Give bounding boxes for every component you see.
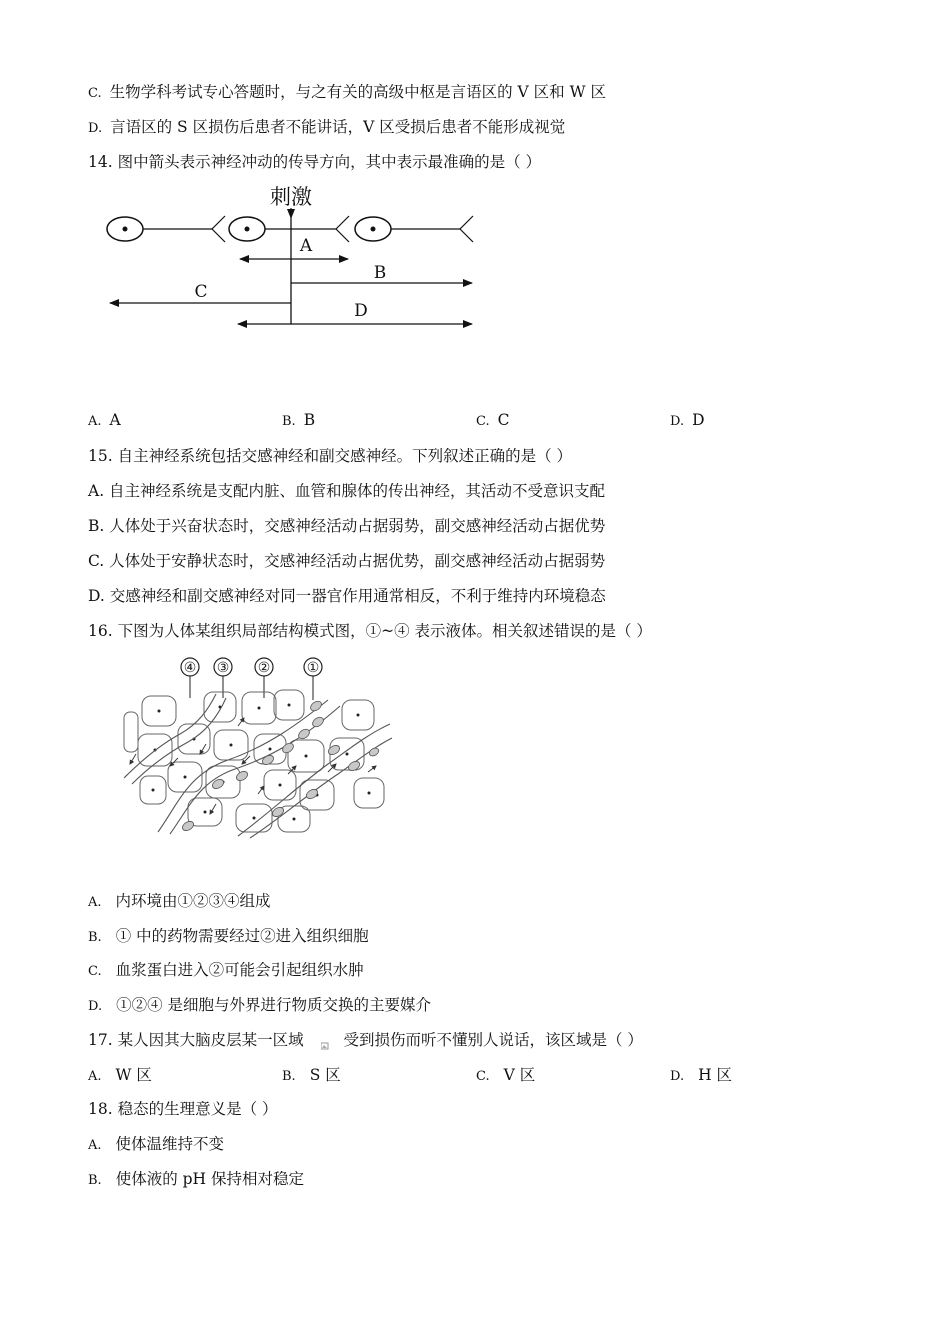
option-text: 生物学科考试专心答题时，与之有关的高级中枢是言语区的 V 区和 W 区 xyxy=(109,83,606,101)
arrow-d-label: D xyxy=(354,301,368,321)
q16-option-b xyxy=(88,926,369,948)
fluid-label-1 xyxy=(304,658,322,700)
option-label: C. xyxy=(476,414,490,429)
q16-option-a xyxy=(88,891,271,913)
option-text: 使体液的 pH 保持相对稳定 xyxy=(115,1170,304,1188)
q14-option-a xyxy=(88,410,121,432)
option-text: 内环境由①②③④组成 xyxy=(115,892,271,910)
option-label: D. xyxy=(670,1069,685,1084)
svg-text:③: ③ xyxy=(216,660,230,676)
q14-neuron-diagram xyxy=(100,182,490,332)
option-label: C. xyxy=(476,1069,490,1084)
stimulus-label: 刺激 xyxy=(270,185,312,209)
arrow-b-label: B xyxy=(373,263,387,283)
option-text: ①②④ 是细胞与外界进行物质交换的主要媒介 xyxy=(116,996,432,1014)
option-label: A. xyxy=(88,895,102,910)
option-text: S 区 xyxy=(309,1066,341,1084)
neuron-1 xyxy=(107,216,225,242)
q18-stem: 18. 稳态的生理意义是（ ） xyxy=(88,1100,278,1118)
q14-option-b xyxy=(282,410,315,432)
q13-option-d xyxy=(88,117,565,139)
option-label: B. xyxy=(282,1069,296,1084)
option-text: W 区 xyxy=(115,1066,152,1084)
q14-option-d xyxy=(670,410,705,432)
option-label: D. xyxy=(670,414,685,429)
q17-option-b xyxy=(282,1065,341,1087)
q17-option-d xyxy=(670,1065,732,1087)
option-label: C. xyxy=(88,964,102,979)
q13-option-c xyxy=(88,82,606,104)
option-label: D. xyxy=(88,121,103,136)
arrow-a-label: A xyxy=(299,236,313,256)
svg-text:①: ① xyxy=(306,660,320,676)
neuron-2 xyxy=(229,216,349,242)
option-text: V 区 xyxy=(503,1066,536,1084)
q17-stem xyxy=(88,1030,643,1050)
arrow-c-label: C xyxy=(194,282,208,302)
q16-option-d xyxy=(88,995,431,1017)
svg-text:②: ② xyxy=(257,660,271,676)
neuron-3 xyxy=(355,216,473,242)
option-text: C xyxy=(497,411,510,429)
q17-stem-part-2: 受到损伤而听不懂别人说话，该区域是（ ） xyxy=(343,1031,643,1049)
q15-option-c: C. 人体处于安静状态时，交感神经活动占据优势，副交感神经活动占据弱势 xyxy=(88,552,606,570)
option-text: D xyxy=(692,411,705,429)
q18-option-b xyxy=(88,1169,304,1191)
flow-arrows xyxy=(130,718,376,814)
q16-tissue-diagram xyxy=(118,654,396,840)
q17-option-a xyxy=(88,1065,152,1087)
q15-option-b: B. 人体处于兴奋状态时，交感神经活动占据弱势，副交感神经活动占据优势 xyxy=(88,517,606,535)
option-text: ① 中的药物需要经过②进入组织细胞 xyxy=(115,927,369,945)
q16-stem: 16. 下图为人体某组织局部结构模式图，①~④ 表示液体。相关叙述错误的是（ ） xyxy=(88,622,652,640)
q18-option-a xyxy=(88,1134,224,1156)
option-label: B. xyxy=(88,930,102,945)
q15-option-d: D. 交感神经和副交感神经对同一器官作用通常相反，不利于维持内环境稳态 xyxy=(88,587,606,605)
option-label: C. xyxy=(88,86,102,101)
q15-option-a: A. 自主神经系统是支配内脏、血管和腺体的传出神经，其活动不受意识支配 xyxy=(88,482,606,500)
q15-stem: 15. 自主神经系统包括交感神经和副交感神经。下列叙述正确的是（ ） xyxy=(88,447,573,465)
tissue-cells xyxy=(124,690,384,832)
q17-stem-part-1: 17. 某人因其大脑皮层某一区域 xyxy=(88,1031,304,1049)
q16-option-c xyxy=(88,960,364,982)
option-text: 使体温维持不变 xyxy=(115,1135,225,1153)
option-label: A. xyxy=(88,414,102,429)
q17-option-c xyxy=(476,1065,535,1087)
fluid-label-4 xyxy=(181,658,199,698)
q14-option-c xyxy=(476,410,510,432)
option-label: B. xyxy=(88,1173,102,1188)
option-text: H 区 xyxy=(698,1066,733,1084)
option-text: A xyxy=(109,411,121,429)
option-label: A. xyxy=(88,1138,102,1153)
option-label: A. xyxy=(88,1069,102,1084)
q14-stem: 14. 图中箭头表示神经冲动的传导方向，其中表示最准确的是（ ） xyxy=(88,153,542,171)
option-text: 言语区的 S 区损伤后患者不能讲话，V 区受损后患者不能形成视觉 xyxy=(110,118,566,136)
option-label: B. xyxy=(282,414,296,429)
option-text: B xyxy=(303,411,316,429)
option-label: D. xyxy=(88,999,103,1014)
option-text: 血浆蛋白进入②可能会引起组织水肿 xyxy=(115,961,364,979)
svg-text:④: ④ xyxy=(183,660,197,676)
